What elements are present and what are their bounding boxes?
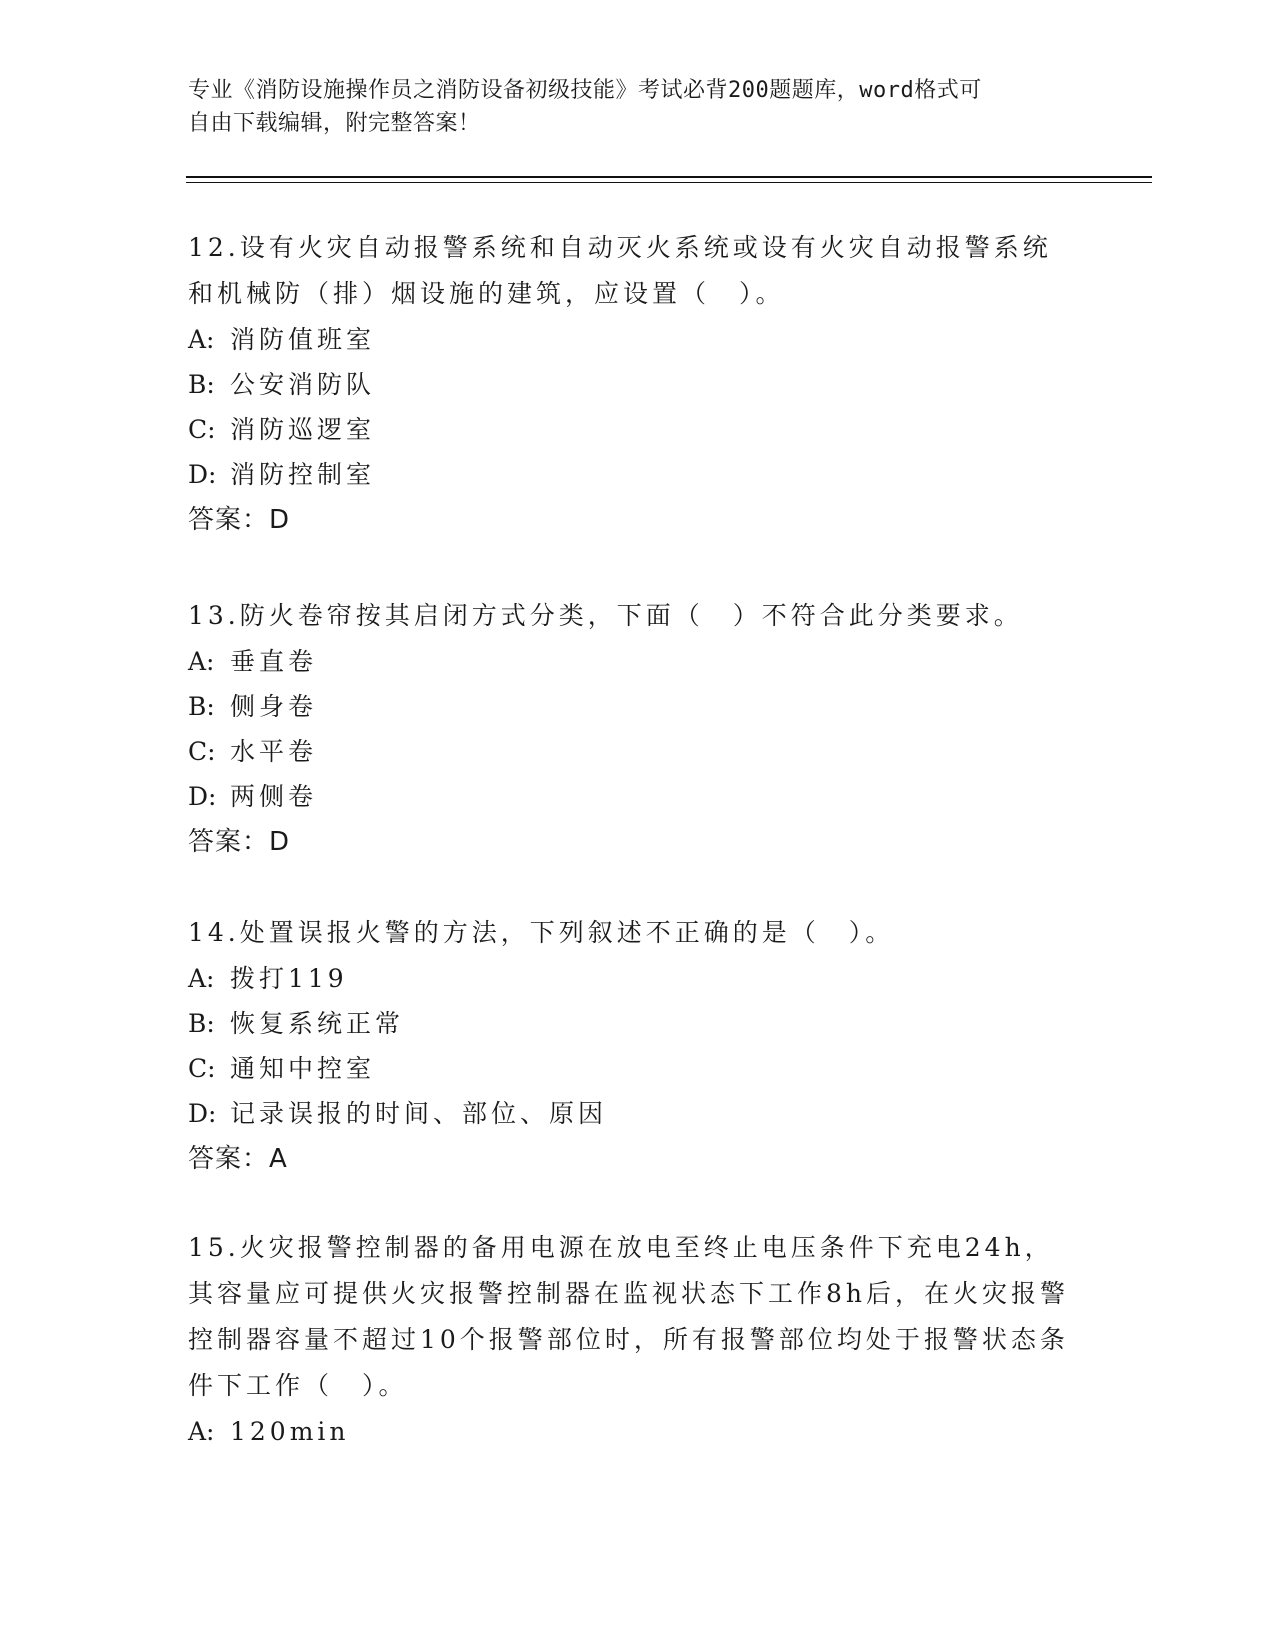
answer-line: 答案：A (188, 1144, 288, 1174)
document-header (188, 74, 1068, 140)
option-text: 水平卷 (230, 737, 318, 766)
option-text: 侧身卷 (230, 692, 318, 721)
option-text: 垂直卷 (230, 647, 318, 676)
option-text: 拨打119 (230, 964, 348, 993)
option-letter: C: (188, 415, 216, 444)
option-letter: D: (188, 460, 217, 489)
option-letter: D: (188, 1099, 217, 1128)
option-letter: A: (188, 1417, 215, 1446)
option-d (188, 1091, 1078, 1136)
option-text: 消防值班室 (230, 325, 376, 354)
option-text: 恢复系统正常 (230, 1009, 405, 1038)
option-letter: C: (188, 1054, 216, 1083)
option-a (188, 956, 1078, 1001)
option-a (188, 1409, 1078, 1454)
option-text: 消防控制室 (230, 460, 376, 489)
answer-line: 答案：D (188, 827, 291, 857)
option-a (188, 317, 1078, 362)
question-stem: 12.设有火灾自动报警系统和自动灭火系统或设有火灾自动报警系统和机械防（排）烟设施的建筑，应设置（ ）。 (188, 233, 1052, 308)
option-b (188, 362, 1078, 407)
option-letter: A: (188, 647, 215, 676)
option-c (188, 407, 1078, 452)
option-text: 120min (230, 1417, 350, 1446)
question-stem: 15.火灾报警控制器的备用电源在放电至终止电压条件下充电24h，其容量应可提供火灾报警控制器在监视状态下工作8h后，在火灾报警控制器容量不超过10个报警部位时，所有报警部位均处于报警状态条件下工作（ ）。 (188, 1233, 1070, 1400)
option-c (188, 729, 1078, 774)
option-letter: A: (188, 964, 215, 993)
header-divider-thin (186, 182, 1152, 183)
option-d (188, 452, 1078, 497)
option-letter: D: (188, 782, 217, 811)
question-stem: 13.防火卷帘按其启闭方式分类，下面（ ）不符合此分类要求。 (188, 601, 1023, 630)
header-divider-thick (186, 176, 1152, 178)
option-a (188, 639, 1078, 684)
option-text: 通知中控室 (230, 1054, 376, 1083)
option-letter: A: (188, 325, 215, 354)
option-b (188, 684, 1078, 729)
answer-line: 答案：D (188, 505, 291, 535)
question-15 (188, 1225, 1078, 1454)
option-text: 两侧卷 (230, 782, 318, 811)
question-stem: 14.处置误报火警的方法，下列叙述不正确的是（ ）。 (188, 918, 895, 947)
option-letter: B: (188, 692, 215, 721)
header-line-2: 自由下载编辑，附完整答案！ (188, 111, 481, 136)
option-letter: C: (188, 737, 216, 766)
question-12 (188, 225, 1078, 543)
option-c (188, 1046, 1078, 1091)
question-13 (188, 593, 1078, 865)
option-d (188, 774, 1078, 819)
question-14 (188, 910, 1078, 1182)
option-text: 公安消防队 (230, 370, 376, 399)
option-text: 记录误报的时间、部位、原因 (230, 1099, 608, 1128)
option-text: 消防巡逻室 (230, 415, 376, 444)
header-line-1: 专业《消防设施操作员之消防设备初级技能》考试必背200题题库，word格式可 (188, 78, 982, 103)
option-letter: B: (188, 1009, 215, 1038)
option-letter: B: (188, 370, 215, 399)
option-b (188, 1001, 1078, 1046)
